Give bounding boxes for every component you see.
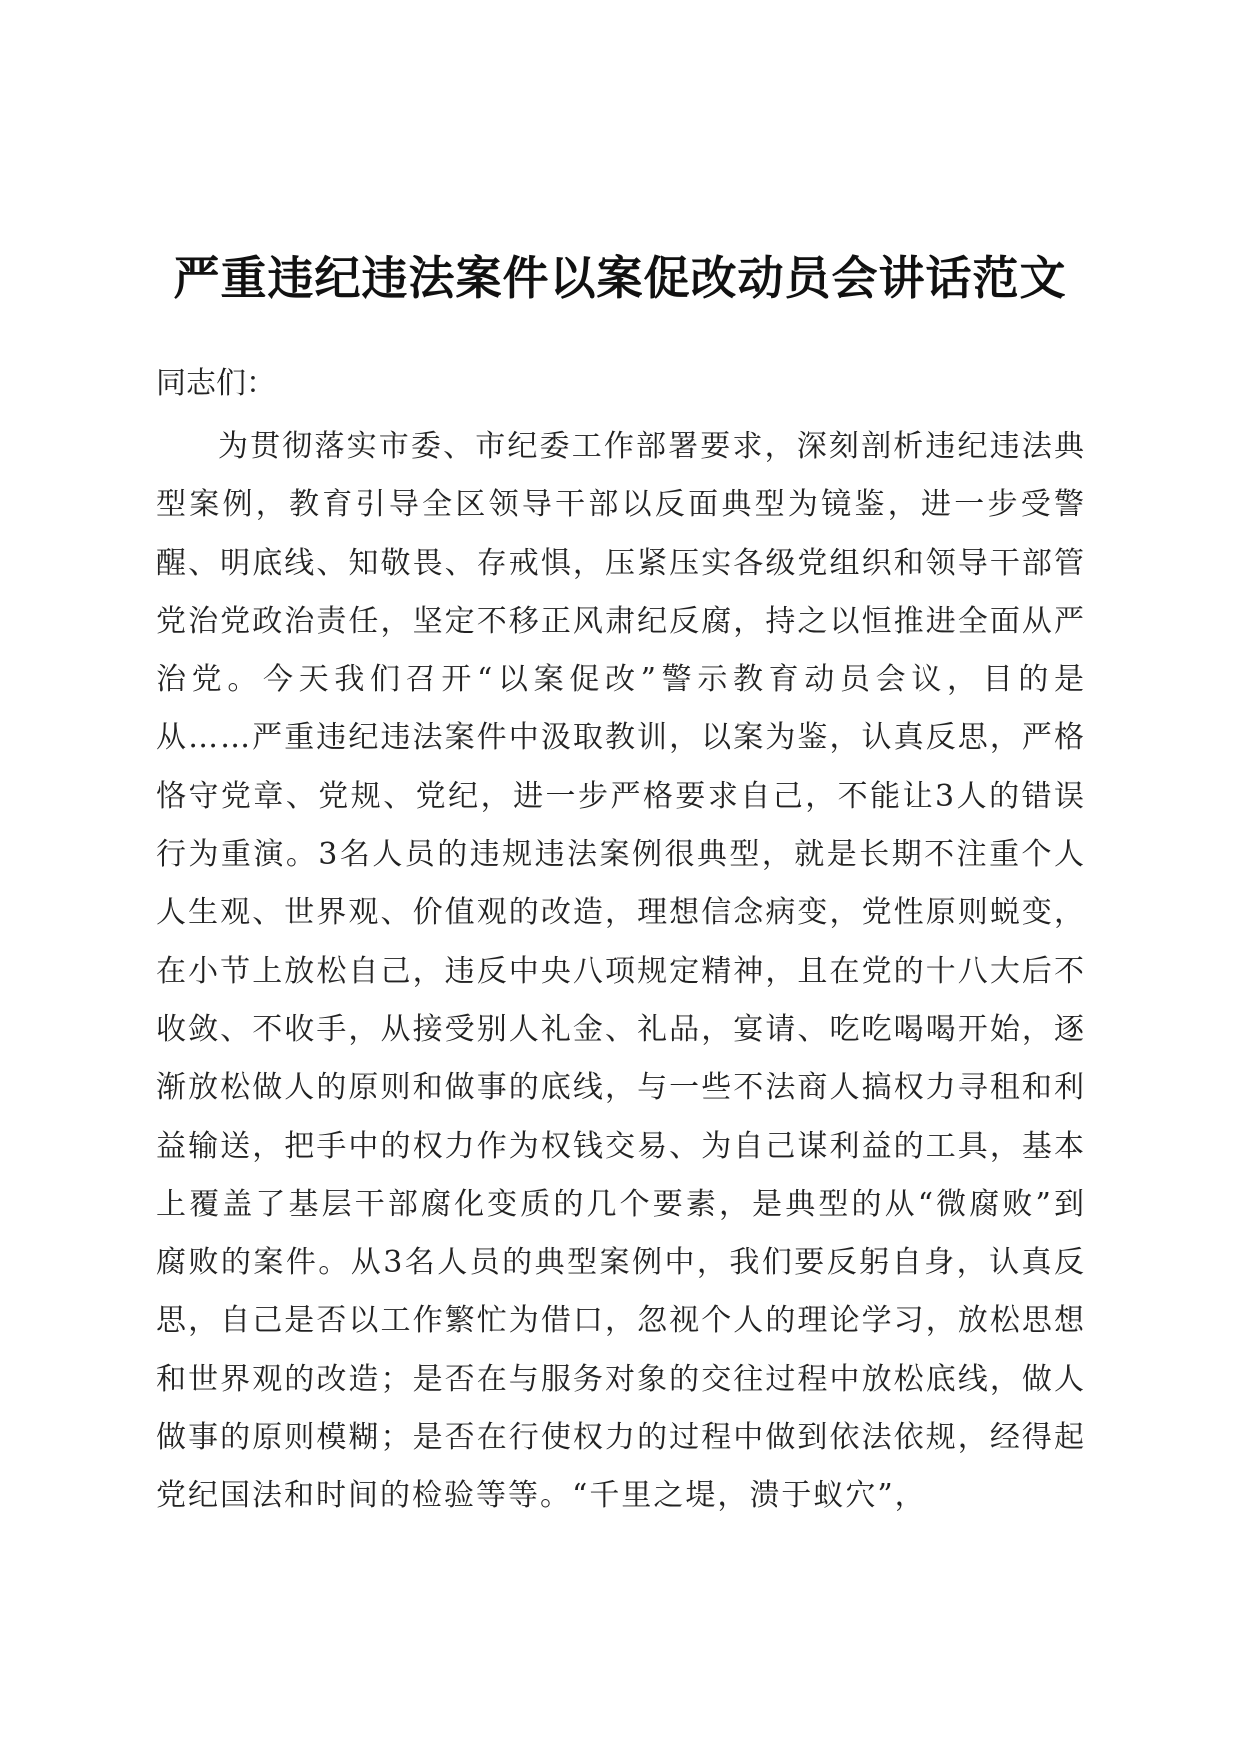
document-title: 严重违纪违法案件以案促改动员会讲话范文 <box>173 251 1067 305</box>
salutation: 同志们： <box>156 366 276 401</box>
body-paragraph: 为贯彻落实市委、市纪委工作部署要求，深刻剖析违纪违法典型案例，教育引导全区领导干部以反面典型为镜鉴，进一步受警醒、明底线、知敬畏、存戒惧，压紧压实各级党组织和领导干部管党治党政治责任，坚定不移正风肃纪反腐，持之以恒推进全面从严治党。今天我们召开“以案促改”警示教育动员会议，目的是从……严重违纪违法案件中汲取教训，以案为鉴，认真反思，严格恪守党章、党规、党纪，进一步严格要求自己，不能让3人的错误行为重演。3名人员的违规违法案例很典型，就是长期不注重个人人生观、世界观、价值观的改造，理想信念病变，党性原则蜕变，在小节上放松自己，违反中央八项规定精神，且在党的十八大后不收敛、不收手，从接受别人礼金、礼品，宴请、吃吃喝喝开始，逐渐放松做人的原则和做事的底线，与一些不法商人搞权力寻租和利益输送，把手中的权力作为权钱交易、为自己谋利益的工具，基本上覆盖了基层干部腐化变质的几个要素，是典型的从“微腐败”到腐败的案件。从3名人员的典型案例中，我们要反躬自身，认真反思，自己是否以工作繁忙为借口，忽视个人的理论学习，放松思想和世界观的改造；是否在与服务对象的交往过程中放松底线，做人做事的原则模糊；是否在行使权力的过程中做到依法依规，经得起党纪国法和时间的检验等等。“千里之堤，溃于蚁穴”， <box>156 429 1086 1514</box>
